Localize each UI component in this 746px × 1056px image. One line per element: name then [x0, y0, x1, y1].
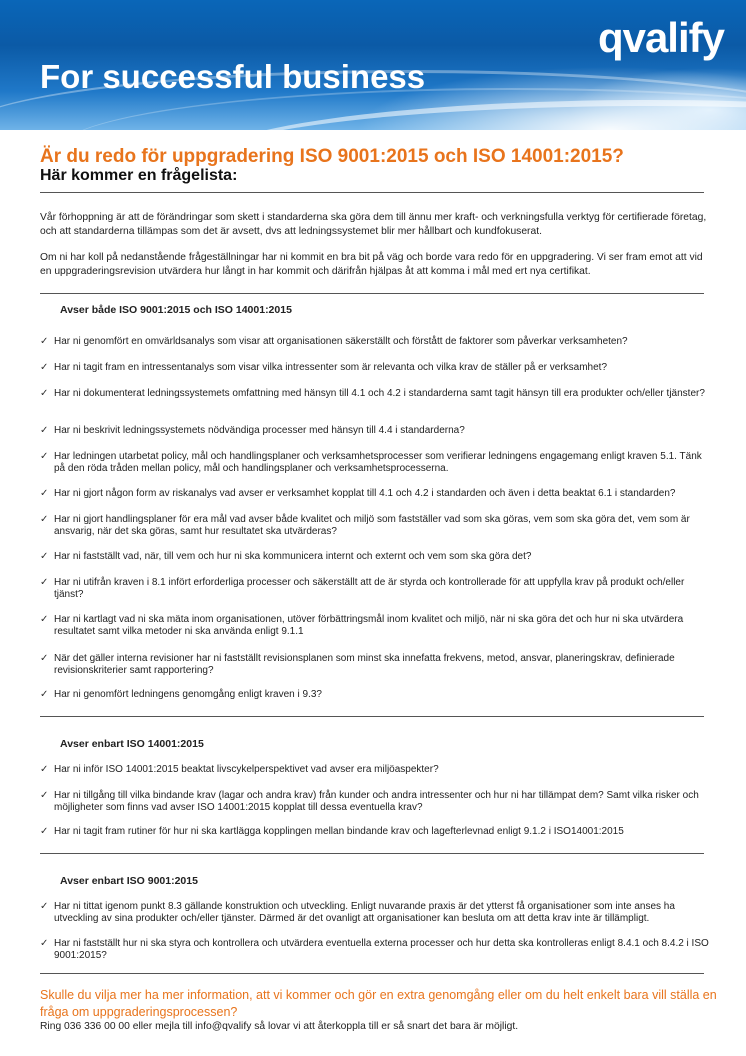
list-item-text: Har ni beskrivit ledningssystemets nödvändiga processer med hänsyn till 4.4 i standarderna? [54, 425, 465, 436]
checkmark-icon: ✓ [40, 425, 49, 436]
checkmark-icon: ✓ [40, 901, 49, 912]
list-item-text: Har ni fastställt vad, när, till vem och hur ni ska kommunicera internt och externt och vem som ska göra det? [54, 551, 532, 562]
divider [40, 973, 704, 974]
list-item-text: När det gäller interna revisioner har ni fastställt revisionsplanen som minst ska innefatta frekvens, metod, ansvar, planeringskrav, definierade revisionskriterier samt rapportering? [54, 653, 675, 676]
checkmark-icon: ✓ [40, 551, 49, 562]
checkmark-icon: ✓ [40, 653, 49, 664]
section-heading: Avser både ISO 9001:2015 och ISO 14001:2015 [60, 304, 292, 316]
list-item-text: Har ni inför ISO 14001:2015 beaktat livscykelperspektivet vad avser era miljöaspekter? [54, 764, 439, 775]
list-item [40, 689, 322, 701]
checkmark-icon: ✓ [40, 790, 49, 801]
checkmark-icon: ✓ [40, 362, 49, 373]
list-item-text: Har ledningen utarbetat policy, mål och handlingsplaner och verksamhetsprocesser som verifierar ledningens engagemang enligt kraven 5.1. Tänk på den röda tråden mellan policy, mål och handlingsplaner och verksamhetsprocesserna. [54, 451, 702, 474]
list-item [40, 488, 675, 500]
list-item [40, 790, 710, 814]
list-item [40, 336, 628, 348]
list-item [40, 362, 607, 374]
checkmark-icon: ✓ [40, 689, 49, 700]
footer-cta: Skulle du vilja mer ha mer information, att vi kommer och gör en extra genomgång eller om du helt enkelt bara vill ställa en fråga om uppgraderingsprocessen? [40, 988, 717, 1019]
checkmark-icon: ✓ [40, 488, 49, 499]
checkmark-icon: ✓ [40, 514, 49, 525]
divider [40, 716, 704, 717]
list-item [40, 425, 465, 437]
list-item-text: Har ni dokumenterat ledningssystemets omfattning med hänsyn till 4.1 och 4.2 i standarderna samt tagit hänsyn till era produkter och/eller tjänster? [54, 388, 705, 399]
list-item-text: Har ni fastställt hur ni ska styra och kontrollera och utvärdera eventuella externa processer och hur detta ska kontrolleras enligt 8.4.1 och 8.4.2 i ISO 9001:2015? [54, 938, 709, 961]
list-item [40, 764, 439, 776]
section-heading: Avser enbart ISO 14001:2015 [60, 738, 204, 750]
list-item-text: Har ni gjort handlingsplaner för era mål vad avser både kvalitet och miljö som fastställer vad som ska göras, vem som ska göra det, vem som är ansvarig, när det ska göras, samt hur resultatet ska utvärderas? [54, 514, 690, 537]
divider [40, 853, 704, 854]
list-item [40, 451, 710, 475]
intro-paragraph: Om ni har koll på nedanstående frågeställningar har ni kommit en bra bit på väg och borde vara redo för en uppgradering. Vi ser fram emot att vid en uppgraderingsrevision utvärdera hur långt in har kommit och därifrån hjälpas åt att komma i mål med ert nya certifikat. [40, 252, 703, 277]
header-banner [0, 0, 746, 130]
checkmark-icon: ✓ [40, 764, 49, 775]
list-item [40, 577, 710, 601]
tagline: For successful business [40, 58, 426, 95]
list-item [40, 653, 710, 677]
list-item [40, 514, 710, 538]
intro-paragraph: Vår förhoppning är att de förändringar som skett i standarderna ska göra dem till ännu mer kraft- och verkningsfulla verktyg för certifierade företag, och att standarderna tillämpas som det är avsett, dvs att ledningssystemet blir mer hållbart och kundfokuserat. [40, 212, 707, 237]
checkmark-icon: ✓ [40, 336, 49, 347]
list-item-text: Har ni tillgång till vilka bindande krav (lagar och andra krav) från kunder och andra intressenter och hur ni har tillämpat dem? Samt vilka risker och möjligheter som finns vad avser ISO 14001:2015 kopplat till dessa eventuella krav? [54, 790, 699, 813]
list-item-text: Har ni tittat igenom punkt 8.3 gällande konstruktion och utveckling. Enligt nuvarande praxis är det ytterst få organisationer som inte anses ha utveckling av sina produkter och/eller tjänster. Därmed är det ovanligt att organisationer kan besluta om att detta krav inte är tillämpligt. [54, 901, 675, 924]
list-item-text: Har ni genomfört ledningens genomgång enligt kraven i 9.3? [54, 689, 322, 700]
page-subtitle: Här kommer en frågelista: [40, 167, 238, 184]
list-item [40, 901, 710, 925]
list-item-text: Har ni genomfört en omvärldsanalys som visar att organisationen säkerställt och förstått de faktorer som påverkar verksamheten? [54, 336, 628, 347]
list-item [40, 938, 710, 962]
checkmark-icon: ✓ [40, 938, 49, 949]
checkmark-icon: ✓ [40, 826, 49, 837]
divider [40, 192, 704, 193]
checkmark-icon: ✓ [40, 451, 49, 462]
footer-contact: Ring 036 336 00 00 eller mejla till info@qvalify så lovar vi att återkoppla till er så snart det bara är möjligt. [40, 1021, 519, 1032]
divider [40, 293, 704, 294]
list-item-text: Har ni tagit fram rutiner för hur ni ska kartlägga kopplingen mellan bindande krav och lagefterlevnad enligt 9.1.2 i ISO14001:2015 [54, 826, 624, 837]
list-item [40, 551, 531, 563]
list-item-text: Har ni gjort någon form av riskanalys vad avser er verksamhet kopplat till 4.1 och 4.2 i standarden och även i detta beaktat 6.1 i standarden? [54, 488, 676, 499]
checkmark-icon: ✓ [40, 388, 49, 399]
checkmark-icon: ✓ [40, 614, 49, 625]
page-title: Är du redo för uppgradering ISO 9001:2015 och ISO 14001:2015? [40, 146, 624, 167]
checkmark-icon: ✓ [40, 577, 49, 588]
list-item-text: Har ni utifrån kraven i 8.1 infört erforderliga processer och säkerställt att de är styrda och kontrollerade för att uppfylla krav på produkt och/eller tjänst? [54, 577, 685, 600]
qvalify-logo: qvalify [597, 14, 724, 61]
section-heading: Avser enbart ISO 9001:2015 [60, 875, 198, 887]
list-item [40, 614, 710, 638]
list-item-text: Har ni kartlagt vad ni ska mäta inom organisationen, utöver förbättringsmål inom kvalitet och miljö, när ni ska göra det och hur ni ska utvärdera resultatet samt vilka metoder ni ska använda enligt 9.1.1 [54, 614, 684, 637]
list-item-text: Har ni tagit fram en intressentanalys som visar vilka intressenter som är relevanta och vilka krav de ställer på er verksamhet? [54, 362, 608, 373]
list-item [40, 826, 624, 838]
list-item [40, 388, 705, 400]
